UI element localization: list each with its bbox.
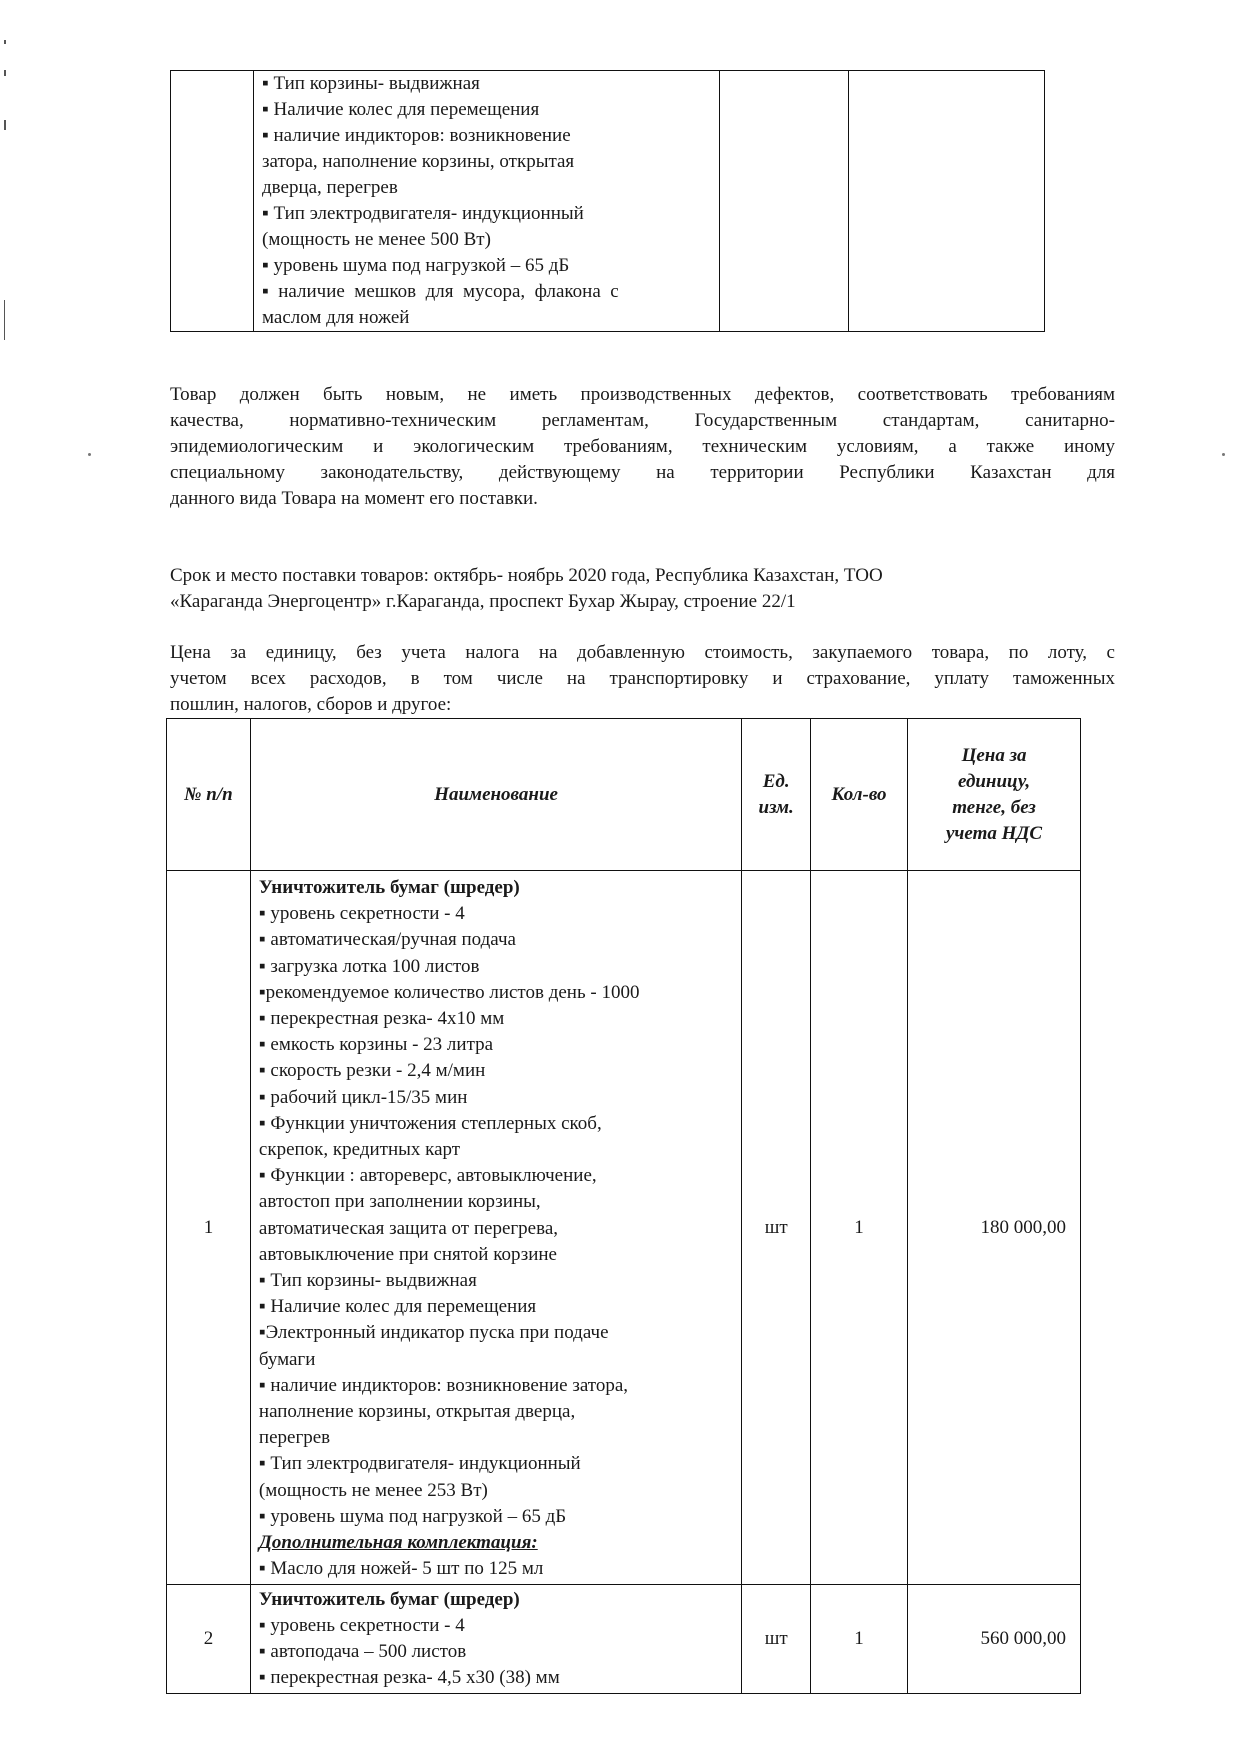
spec-line: ▪ уровень секретности - 4 [258,903,465,925]
paragraph-line: Срок и место поставки товаров: октябрь- ноябрь 2020 года, Республика Казахстан, ТОО [170,565,883,586]
spec-line: ▪ загрузка лотка 100 листов [258,955,480,977]
spec-line: скрепок, кредитных карт [258,1139,461,1161]
spec-cell [254,71,720,332]
spec-line: ▪ Масло для ножей- 5 шт по 125 мл [258,1558,544,1580]
top-spec-table [170,70,1045,332]
spec-line: ▪рекомендуемое количество листов день - 1000 [258,981,640,1003]
table-cell-empty [720,71,849,332]
price-table [166,718,1081,1694]
spec-line: ▪ автоподача – 500 листов [258,1641,467,1663]
row-num-value: 2 [203,1628,214,1650]
scan-artifact [1222,453,1225,456]
header-price-label: тенге, без [952,796,1036,818]
row-qty [811,1585,908,1694]
row-price [908,1585,1081,1694]
paragraph-line: эпидемиологическим и экологическим требованиям, техническим условиям, а также иному [170,436,1115,457]
spec-line: ▪ рабочий цикл-15/35 мин [258,1086,468,1108]
spec-line: дверца, перегрев [262,177,398,198]
header-price-label: учета НДС [946,822,1043,844]
spec-line: ▪ уровень шума под нагрузкой – 65 дБ [258,1505,567,1527]
spec-line: ▪ наличие индикторов: возникновение затора, [258,1374,628,1396]
spec-line: бумаги [258,1348,316,1370]
header-qty-label: Кол-во [831,783,887,805]
row-price-value: 560 000,00 [980,1628,1066,1650]
spec-line: ▪Электронный индикатор пуска при подаче [258,1322,609,1344]
row-qty [811,871,908,1585]
table-header-row [167,719,1081,871]
item-title: Уничтожитель бумаг (шредер) [258,877,520,898]
spec-line: ▪ Тип корзины- выдвижная [258,1270,477,1292]
spec-line: ▪ Наличие колес для перемещения [262,99,540,120]
spec-line: наполнение корзины, открытая дверца, [258,1401,576,1423]
spec-line: ▪ Тип корзины- выдвижная [262,73,480,94]
row-num-value: 1 [203,1216,214,1238]
row-description [250,1585,741,1694]
price-paragraph [170,640,1115,718]
spec-line: ▪ наличие индикторов: возникновение [262,125,571,146]
header-num-label: № п/п [184,783,233,805]
paragraph-line: данного вида Товара на момент его поставки. [170,488,538,509]
header-unit [742,719,811,871]
row-unit-value: шт [764,1628,788,1650]
paragraph-line: пошлин, налогов, сборов и другое: [170,694,452,715]
scan-artifact [4,40,6,44]
extra-equipment-title: Дополнительная комплектация: [258,1532,538,1554]
spec-line: автовыключение при снятой корзине [258,1243,557,1265]
spec-line: ▪ наличие мешков для мусора, флакона с [262,281,619,302]
spec-line: перегрев [258,1427,331,1449]
spec-line: ▪ Наличие колес для перемещения [258,1296,537,1318]
header-num [167,719,251,871]
spec-line: ▪ перекрестная резка- 4x10 мм [258,1008,505,1030]
header-unit-label: Ед. [762,770,790,792]
row-num [167,1585,251,1694]
paragraph-line: Цена за единицу, без учета налога на добавленную стоимость, закупаемого товара, по лоту, с [170,642,1115,663]
row-num [167,871,251,1585]
row-price-value: 180 000,00 [980,1216,1066,1238]
header-price-label: единицу, [957,770,1031,792]
row-unit [742,871,811,1585]
header-name [250,719,741,871]
row-unit-value: шт [764,1216,788,1238]
paragraph-line: учетом всех расходов, в том числе на транспортировку и страхование, уплату таможенных [170,668,1115,689]
header-unit-label: изм. [758,796,794,818]
spec-line: автоматическая защита от перегрева, [258,1217,559,1239]
header-price-label: Цена за [961,744,1027,766]
scan-artifact [4,120,6,130]
table-row [171,71,1045,332]
row-unit [742,1585,811,1694]
spec-line: ▪ автоматическая/ручная подача [258,929,516,951]
spec-line: ▪ Функции : автореверс, автовыключение, [258,1165,597,1187]
paragraph-line: специальному законодательству, действующему на территории Республики Казахстан для [170,462,1115,483]
table-row [167,1585,1081,1694]
spec-line: (мощность не менее 253 Вт) [258,1479,488,1501]
spec-line: автостоп при заполнении корзины, [258,1191,541,1213]
spec-line: ▪ Тип электродвигателя- индукционный [262,203,584,224]
row-description [250,871,741,1585]
table-cell-empty [849,71,1045,332]
paragraph-line: качества, нормативно-техническим регламентам, Государственным стандартам, санитарно- [170,410,1115,431]
spec-line: ▪ емкость корзины - 23 литра [258,1034,494,1056]
spec-line: ▪ скорость резки - 2,4 м/мин [258,1060,486,1082]
scan-artifact [4,70,6,76]
scan-artifact [4,300,5,340]
row-qty-value: 1 [854,1216,864,1238]
table-row [167,871,1081,1585]
requirements-paragraph [170,382,1115,512]
delivery-paragraph [170,563,1115,615]
spec-line: ▪ уровень шума под нагрузкой – 65 дБ [262,255,570,276]
spec-line: маслом для ножей [262,307,410,328]
paragraph-line: «Караганда Энергоцентр» г.Караганда, проспект Бухар Жырау, строение 22/1 [170,591,796,612]
spec-line: ▪ Функции уничтожения степлерных скоб, [258,1112,602,1134]
header-name-label: Наименование [434,783,558,805]
paragraph-line: Товар должен быть новым, не иметь производственных дефектов, соответствовать требованиям [170,384,1115,405]
table-cell-empty [171,71,254,332]
spec-line: затора, наполнение корзины, открытая [262,151,575,172]
header-price [908,719,1081,871]
header-qty [811,719,908,871]
scan-artifact [88,453,91,456]
spec-line: ▪ перекрестная резка- 4,5 x30 (38) мм [258,1667,560,1689]
item-title: Уничтожитель бумаг (шредер) [258,1589,520,1611]
spec-line: ▪ уровень секретности - 4 [258,1615,465,1637]
row-price [908,871,1081,1585]
spec-line: (мощность не менее 500 Вт) [262,229,491,250]
spec-line: ▪ Тип электродвигателя- индукционный [258,1453,581,1475]
row-qty-value: 1 [854,1628,864,1650]
